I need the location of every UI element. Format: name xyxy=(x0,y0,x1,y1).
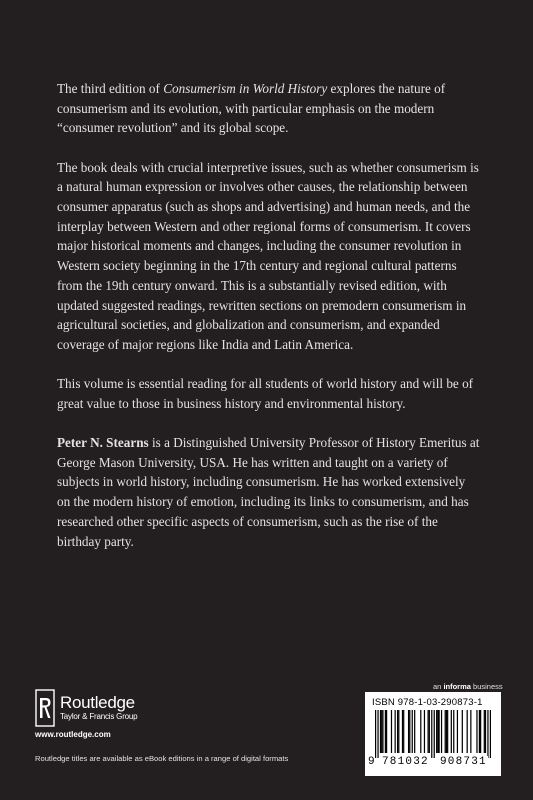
barcode-icon xyxy=(375,710,491,758)
barcode-bar xyxy=(467,710,468,753)
barcode-bar xyxy=(479,710,480,753)
barcode-bar xyxy=(434,710,435,758)
barcode-digit-lead: 9 xyxy=(368,756,376,768)
blurb-text: explores the nature of consumerism and its evolution, with particular emphasis on the modern “consumer revolution” and its global scope. xyxy=(57,81,446,136)
barcode-bar xyxy=(380,710,381,753)
barcode-bar xyxy=(408,710,409,753)
isbn-label: ISBN 978-1-03-290873-1 xyxy=(372,697,483,708)
barcode-bar xyxy=(470,710,471,753)
barcode-bar xyxy=(391,710,392,753)
blurb-text: The third edition of xyxy=(57,81,164,96)
barcode-bar xyxy=(487,710,488,758)
barcode-bar xyxy=(375,710,376,758)
barcode-digits-left: 781032 xyxy=(382,756,429,768)
barcode-bar xyxy=(457,710,458,753)
barcode-bar xyxy=(409,710,410,753)
barcode-bar xyxy=(429,710,430,753)
barcode-bar xyxy=(437,710,438,753)
book-title: Consumerism in World History xyxy=(163,81,328,96)
barcode-bar xyxy=(424,710,425,753)
barcode-bar xyxy=(438,710,439,753)
barcode-bar xyxy=(445,710,446,753)
barcode-bar xyxy=(398,710,399,753)
author-bio xyxy=(57,433,481,551)
publisher-group: Taylor & Francis Group xyxy=(60,712,138,721)
ebook-note: Routledge titles are available as eBook editions in a range of digital formats xyxy=(35,754,289,763)
barcode-bar xyxy=(441,710,442,753)
barcode-bar xyxy=(414,710,415,753)
barcode-bar xyxy=(397,710,398,753)
barcode-bar xyxy=(395,710,396,753)
informa-prefix: an xyxy=(433,682,444,691)
barcode-bar xyxy=(385,710,386,753)
informa-suffix: business xyxy=(470,682,503,691)
routledge-logo-icon xyxy=(35,689,55,727)
barcode-bar xyxy=(447,710,448,753)
blurb-paragraph-3: This volume is essential reading for all students of world history and will be of great value to those in business history and environmental history. xyxy=(57,376,474,411)
barcode-bar xyxy=(436,710,437,753)
publisher-name: Routledge xyxy=(60,693,135,712)
blurb-paragraph-2: The book deals with crucial interpretive issues, such as whether consumerism is a natural human expression or involves other causes, the relationship between consumer apparatus (such as shops and advertising) and human needs, and the interplay between Western and other regional forms of consumerism. It covers major historical moments and changes, including the consumer revolution in Western society beginning in the 17th century and regional cultural patterns from the 19th century onward. This is a substantially revised edition, with updated suggested readings, rewritten sections on premodern consumerism in agricultural societies, and globalization and consumerism, and expanded coverage of major regions like India and Latin America. xyxy=(57,159,479,352)
publisher-url[interactable]: www.routledge.com xyxy=(35,730,111,739)
barcode-box xyxy=(365,692,501,776)
blurb xyxy=(57,79,481,571)
barcode-bar xyxy=(377,710,378,758)
barcode-bar xyxy=(386,710,387,753)
barcode-bar xyxy=(412,710,413,753)
barcode-bar xyxy=(451,710,452,753)
barcode-bar xyxy=(420,710,421,753)
barcode-bar xyxy=(382,710,383,753)
barcode-bar xyxy=(446,710,447,753)
barcode-bar xyxy=(462,710,463,753)
barcode-bar xyxy=(403,710,404,753)
barcode-digits-right: 908731 xyxy=(440,756,487,768)
barcode-bar xyxy=(402,710,403,753)
barcode-bar xyxy=(485,710,486,753)
barcode-bar xyxy=(381,710,382,753)
barcode-bar xyxy=(476,710,477,753)
author-bio-text: is a Distinguished University Professor of History Emeritus at George Mason University, USA. He has written and taught on a variety of subjects in world history, including consumerism. He has worked extensively on the modern history of emotion, including its links to consumerism, and has researched other specific aspects of consumerism, such as the rise of the birthday party. xyxy=(57,435,480,549)
informa-brand: informa xyxy=(443,682,471,691)
blurb-paragraph-1 xyxy=(57,79,481,138)
barcode-bar xyxy=(480,710,481,753)
barcode-bar xyxy=(431,710,432,758)
barcode-bar xyxy=(428,710,429,753)
publisher-text xyxy=(60,694,137,722)
barcode-bar xyxy=(453,710,454,753)
barcode-bar xyxy=(490,710,491,758)
publisher-logo xyxy=(35,689,137,727)
barcode-bar xyxy=(484,710,485,753)
author-name: Peter N. Stearns xyxy=(57,435,149,451)
informa-tagline xyxy=(433,682,503,691)
